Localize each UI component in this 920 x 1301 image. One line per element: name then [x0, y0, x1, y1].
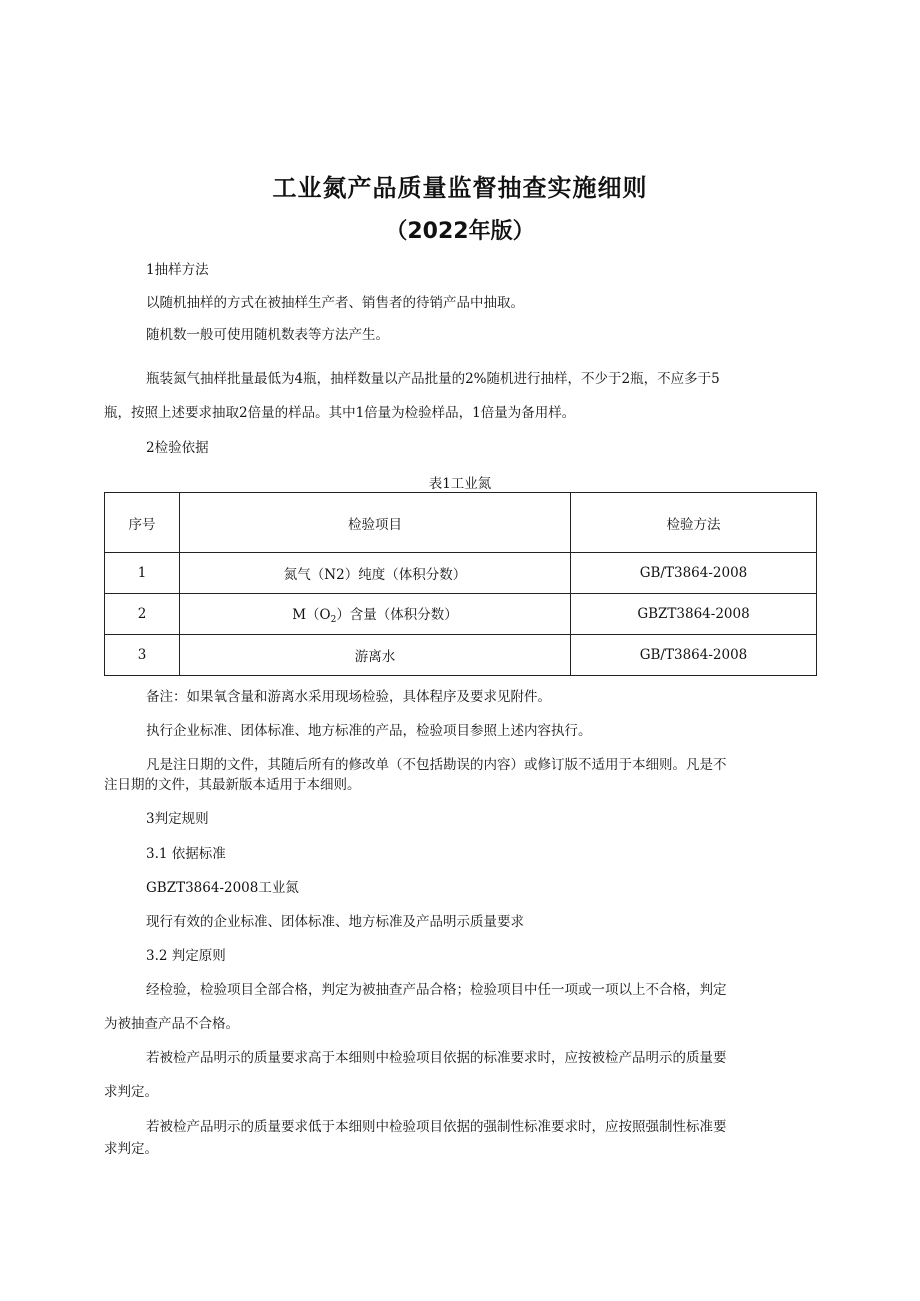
section-2-heading: 2检验依据 [146, 440, 209, 456]
row-method: GB/T3864-2008 [571, 635, 817, 676]
row-item: 游离水 [180, 635, 571, 676]
sampling-paragraph-3-line-1: 瓶装氮气抽样批量最低为4瓶，抽样数量以产品批量的2%随机进行抽样，不少于2瓶，不应多于5 [146, 371, 720, 387]
row-item: 氮气（N2）纯度（体积分数） [180, 553, 571, 594]
row-item-prefix: M（O [292, 607, 331, 623]
dated-documents-line-2: 注日期的文件，其最新版本适用于本细则。 [104, 777, 361, 793]
table-note: 备注：如果氧含量和游离水采用现场检验，具体程序及要求见附件。 [146, 689, 551, 705]
header-inspection-method: 检验方法 [571, 493, 817, 553]
table-row [105, 635, 817, 676]
standard-reference-2: 现行有效的企业标准、团体标准、地方标准及产品明示质量要求 [146, 914, 524, 930]
sampling-paragraph-2: 随机数一般可使用随机数表等方法产生。 [146, 327, 389, 343]
rule-3-line-1: 若被检产品明示的质量要求低于本细则中检验项目依据的强制性标准要求时，应按照强制性标准要 [146, 1119, 727, 1135]
section-3-heading: 3判定规则 [146, 811, 209, 827]
rule-2-line-1: 若被检产品明示的质量要求高于本细则中检验项目依据的标准要求时，应按被检产品明示的质量要 [146, 1050, 727, 1066]
row-item-subscript: 2 [330, 615, 337, 625]
rule-1-line-1: 经检验，检验项目全部合格，判定为被抽查产品合格；检验项目中任一项或一项以上不合格，判定 [146, 982, 727, 998]
table-row [105, 553, 817, 594]
row-number: 3 [105, 635, 180, 676]
standard-reference-1: GBZT3864-2008工业氮 [146, 880, 299, 896]
table-caption: 表1工业氮 [428, 476, 492, 492]
rule-2-line-2: 求判定。 [104, 1084, 158, 1100]
rule-3-line-2: 求判定。 [104, 1141, 158, 1157]
row-method: GB/T3864-2008 [571, 553, 817, 594]
row-number: 1 [105, 553, 180, 594]
section-1-heading: 1抽样方法 [146, 262, 209, 278]
row-method: GBZT3864-2008 [571, 594, 817, 635]
row-item-suffix: ）含量（体积分数） [336, 607, 458, 623]
subsection-3-2-heading: 3.2 判定原则 [146, 948, 226, 964]
document-edition: （2022年版） [385, 219, 535, 244]
inspection-table [104, 492, 817, 676]
row-number: 2 [105, 594, 180, 635]
subsection-3-1-heading: 3.1 依据标准 [146, 846, 226, 862]
row-item [180, 594, 571, 635]
header-inspection-item: 检验项目 [180, 493, 571, 553]
table-header-row [105, 493, 817, 553]
document-title: 工业氮产品质量监督抽查实施细则 [272, 174, 648, 202]
header-serial-number: 序号 [105, 493, 180, 553]
sampling-paragraph-1: 以随机抽样的方式在被抽样生产者、销售者的待销产品中抽取。 [146, 295, 524, 311]
sampling-paragraph-3-line-2: 瓶，按照上述要求抽取2倍量的样品。其中1倍量为检验样品，1倍量为备用样。 [104, 405, 576, 421]
dated-documents-line-1: 凡是注日期的文件，其随后所有的修改单（不包括勘误的内容）或修订版不适用于本细则。凡是不 [146, 757, 727, 773]
rule-1-line-2: 为被抽查产品不合格。 [104, 1016, 239, 1032]
execution-paragraph: 执行企业标准、团体标准、地方标准的产品，检验项目参照上述内容执行。 [146, 723, 592, 739]
table-row [105, 594, 817, 635]
